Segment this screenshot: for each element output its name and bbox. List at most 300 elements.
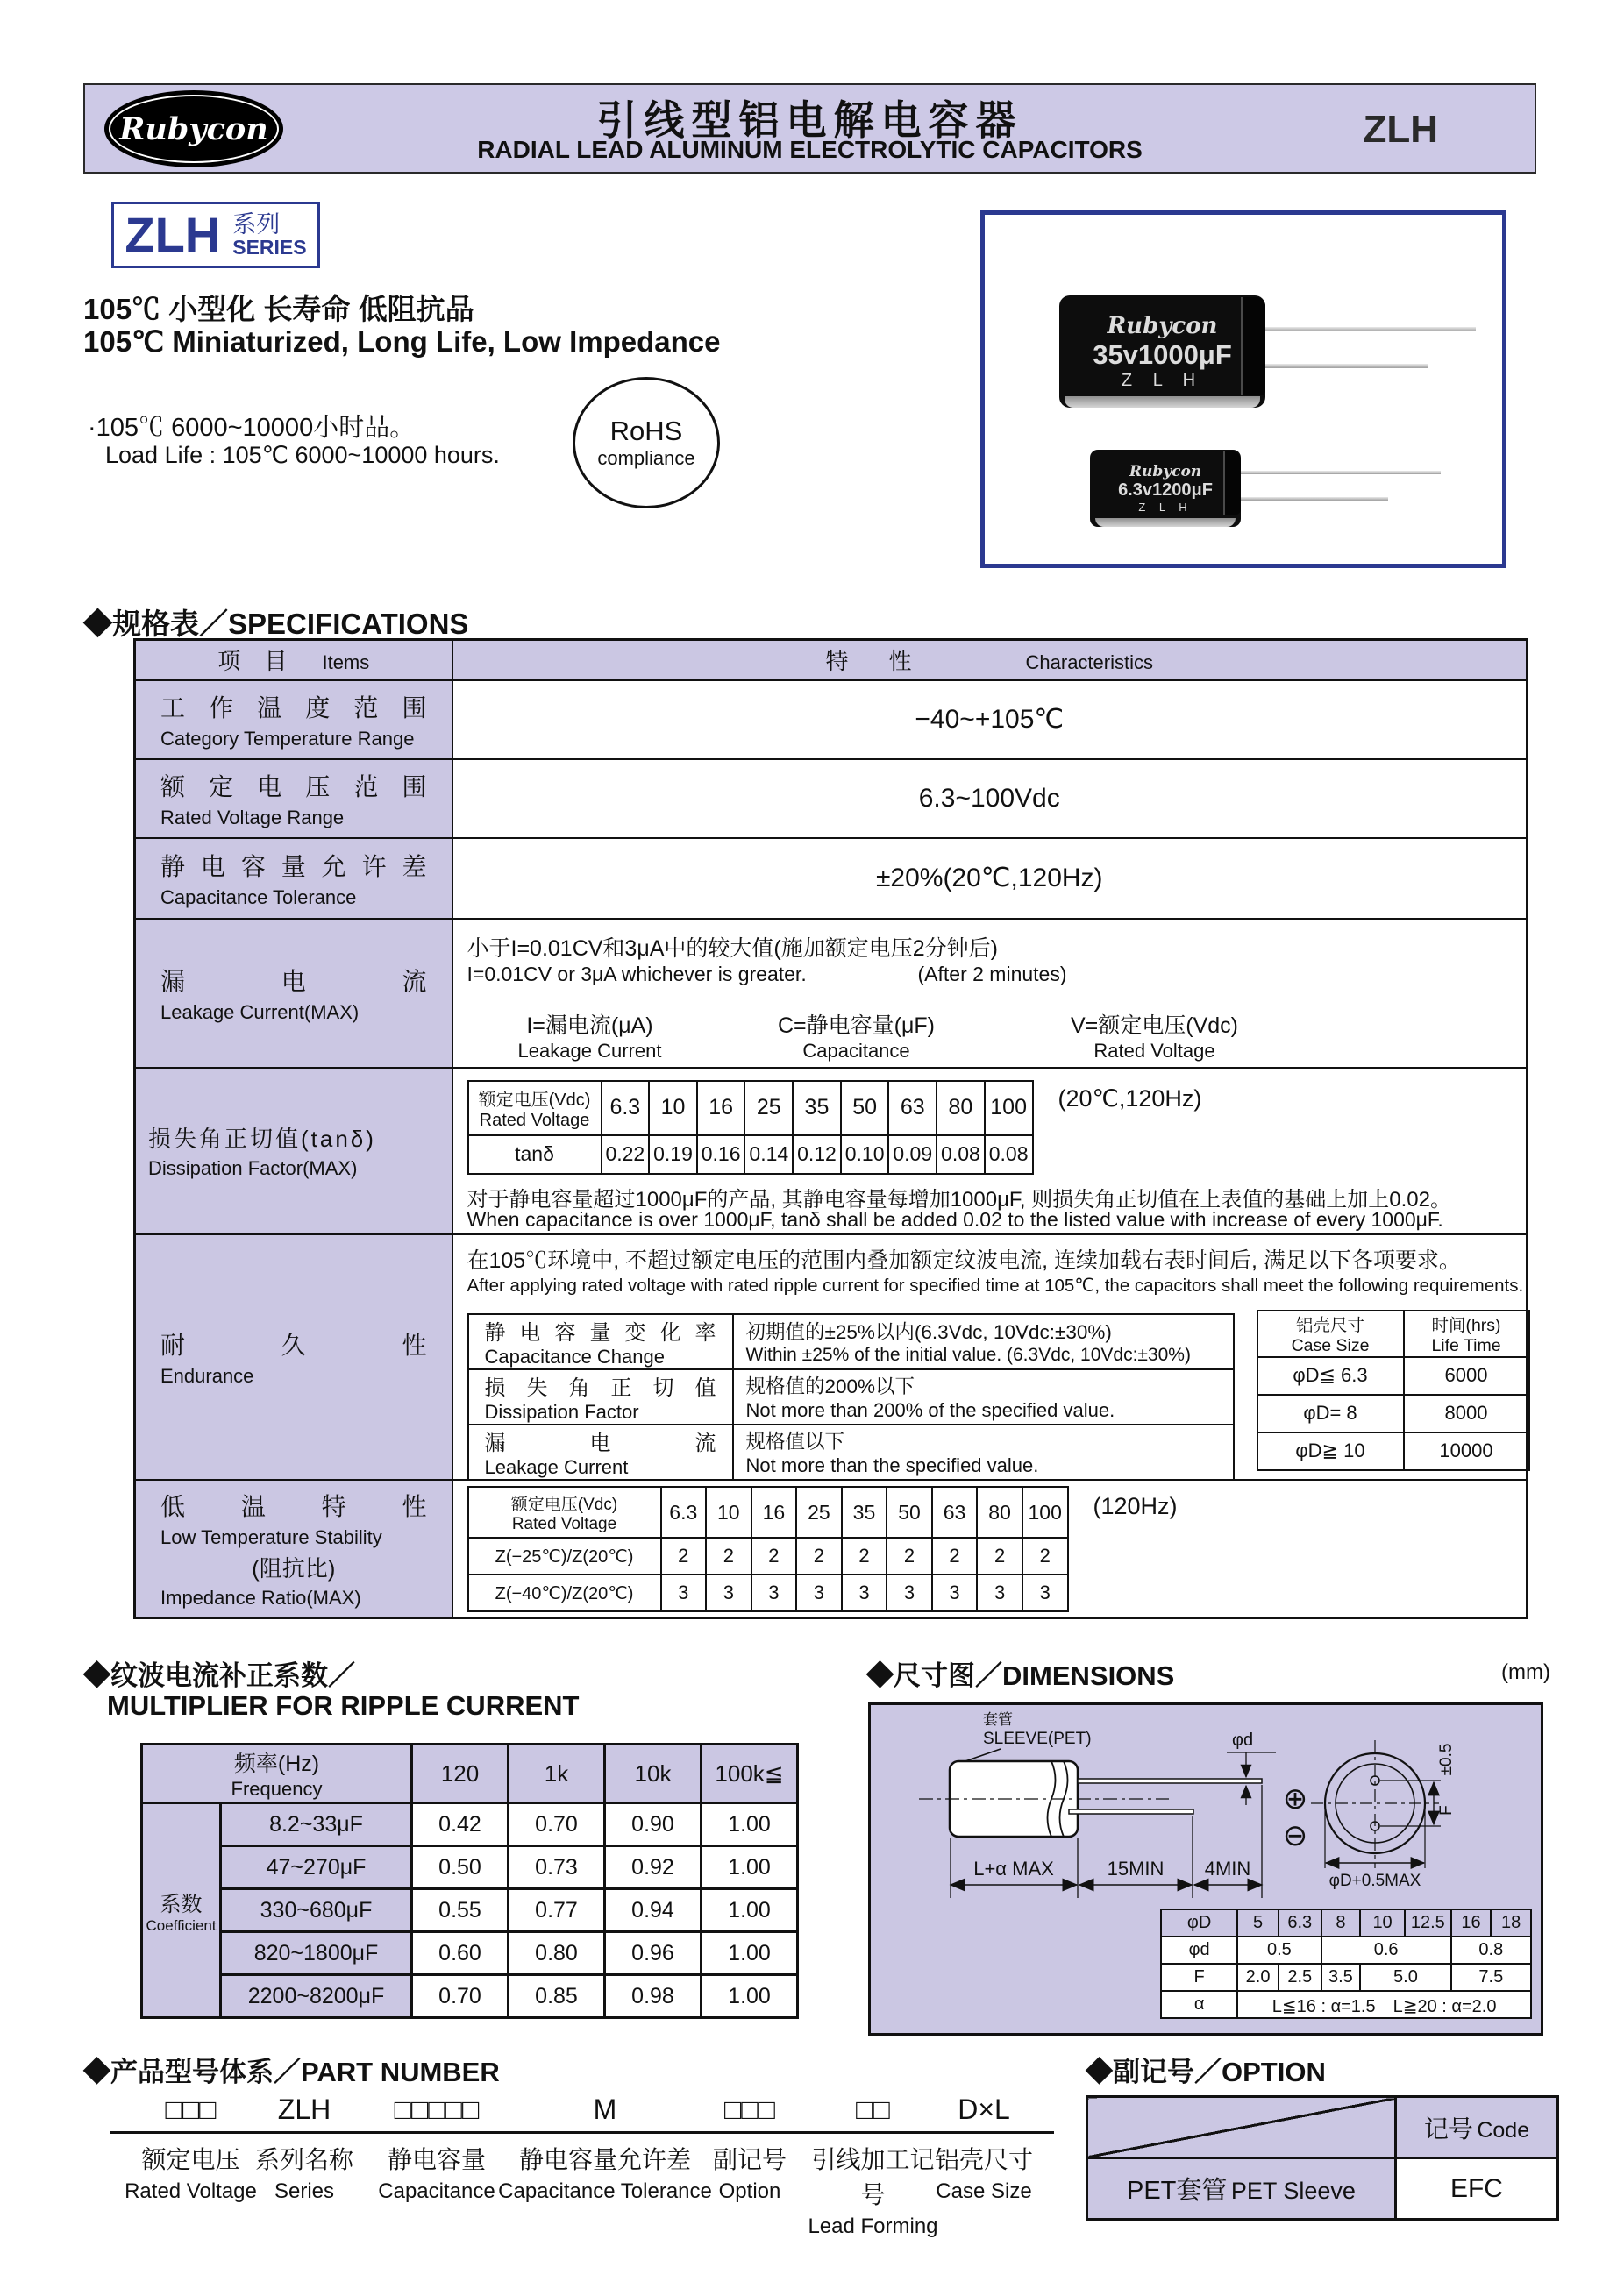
cap-range: 47~270μF xyxy=(221,1846,412,1889)
req-val-en: Not more than 200% of the specified value. xyxy=(745,1399,1115,1421)
table-row xyxy=(1257,1311,1529,1357)
cap-range: 8.2~33μF xyxy=(221,1803,412,1846)
case-size-value: φD= 8 xyxy=(1257,1395,1404,1432)
phiD-value: 6.3 xyxy=(1279,1909,1321,1937)
option-table xyxy=(1086,2095,1559,2221)
col-header-characteristics xyxy=(452,640,1528,680)
phiD-value: 16 xyxy=(1451,1909,1492,1937)
case-diameter-label: φD+0.5MAX xyxy=(1328,1872,1421,1890)
table-row xyxy=(1257,1357,1529,1395)
option-row-label xyxy=(1087,2158,1396,2220)
lead-diameter-label: φd xyxy=(1232,1731,1254,1750)
row-label-temp-range xyxy=(135,680,452,759)
table-row xyxy=(135,1234,1528,1480)
table-row xyxy=(142,1975,798,2018)
multiplier-value: 0.70 xyxy=(509,1803,605,1846)
cap-brand: Rubycon xyxy=(1129,463,1202,480)
freq-col: 10k xyxy=(605,1745,702,1803)
coefficient-cn: 系数 xyxy=(160,1892,203,1916)
req-en: Leakage Current xyxy=(484,1455,629,1478)
leakage-line-cn: 小于I=0.01CV和3μA中的较大值(施加额定电压2分钟后) xyxy=(467,935,998,961)
z40-value: 3 xyxy=(751,1575,797,1611)
req-capacitance-change xyxy=(468,1314,733,1369)
pn-code: □□□ xyxy=(110,2093,272,2134)
pn-label-en: Rated Voltage xyxy=(125,2179,257,2203)
voltage-col: 50 xyxy=(841,1081,889,1135)
phiD-label: φD xyxy=(1161,1909,1237,1937)
series-name: ZLH xyxy=(125,207,221,262)
voltage-col: 10 xyxy=(706,1487,751,1538)
f-value: 7.5 xyxy=(1451,1964,1531,1991)
f-value: 5.0 xyxy=(1360,1964,1450,1991)
multiplier-value: 0.80 xyxy=(509,1932,605,1975)
cap-lead xyxy=(1241,471,1441,474)
pn-code: D×L xyxy=(914,2093,1054,2134)
multiplier-value: 1.00 xyxy=(702,1846,798,1889)
pn-label-en: Case Size xyxy=(936,2179,1032,2203)
table-row xyxy=(1087,2158,1558,2220)
multiplier-value: 0.42 xyxy=(412,1803,509,1846)
z25-value: 2 xyxy=(751,1538,797,1575)
rohs-badge xyxy=(573,377,720,508)
polarity-minus-icon: ⊖ xyxy=(1282,1819,1308,1852)
value-low-temp xyxy=(452,1480,1528,1618)
z40-value: 3 xyxy=(1022,1575,1068,1611)
tand-header xyxy=(468,1081,602,1135)
impedance-condition: (120Hz) xyxy=(1093,1493,1178,1520)
label-cn: 低 温 特 性 xyxy=(160,1492,427,1520)
table-row xyxy=(142,1889,798,1932)
freq-col: 100k≦ xyxy=(702,1745,798,1803)
part-number-heading: ◆产品型号体系／PART NUMBER xyxy=(83,2057,500,2087)
case-size-en: Case Size xyxy=(1291,1335,1370,1355)
endurance-requirements-table xyxy=(467,1313,1235,1481)
req-val-en: Not more than the specified value. xyxy=(745,1454,1039,1476)
voltage-col: 35 xyxy=(793,1081,841,1135)
multiplier-value: 0.90 xyxy=(605,1803,702,1846)
sleeve-label-cn: 套管 xyxy=(983,1711,1013,1728)
life-time-header xyxy=(1404,1311,1529,1357)
impedance-ratio-table xyxy=(467,1486,1069,1612)
req-val-cn: 初期值的±25%以内(6.3Vdc, 10Vdc:±30%) xyxy=(745,1321,1112,1343)
legend-en: Rated Voltage xyxy=(1093,1039,1215,1062)
table-row xyxy=(1161,1991,1531,2018)
multiplier-value: 0.92 xyxy=(605,1846,702,1889)
pn-label-cn: 铝壳尺寸 xyxy=(934,2146,1033,2173)
pn-code: ZLH xyxy=(252,2093,357,2134)
header-band xyxy=(83,83,1536,174)
row-label-low-temp xyxy=(135,1480,452,1618)
leakage-line-en2: (After 2 minutes) xyxy=(917,962,1067,985)
option-heading: ◆副记号／OPTION xyxy=(1086,2057,1326,2087)
table-row xyxy=(1087,2097,1558,2158)
multiplier-value: 0.70 xyxy=(412,1975,509,2018)
label-cn: 漏 电 流 xyxy=(160,967,427,995)
req-cn: 损 失 角 正 切 值 xyxy=(484,1375,716,1400)
table-row xyxy=(1257,1395,1529,1432)
pn-field-series xyxy=(252,2093,357,2204)
lead-bottom xyxy=(1069,1809,1193,1814)
tand-row-label: tanδ xyxy=(468,1135,602,1174)
req-cn: 静 电 容 量 变 化 率 xyxy=(484,1320,716,1345)
req-en: Dissipation Factor xyxy=(484,1400,639,1423)
items-en: Items xyxy=(322,651,370,674)
pn-code: □□□ xyxy=(688,2093,811,2134)
label-en2: Impedance Ratio(MAX) xyxy=(160,1586,361,1609)
table-row xyxy=(468,1425,1234,1480)
row-label-tolerance xyxy=(135,838,452,919)
pn-code: □□□□□ xyxy=(353,2093,520,2134)
col-header-items xyxy=(135,640,452,680)
dimension-table xyxy=(1160,1909,1532,2019)
row-label-leakage xyxy=(135,919,452,1068)
z40-value: 3 xyxy=(977,1575,1022,1611)
capacitor-photo-large xyxy=(1059,295,1265,408)
phiD-value: 8 xyxy=(1321,1909,1361,1937)
z25-value: 2 xyxy=(661,1538,707,1575)
series-label-cn: 系列 xyxy=(232,210,281,238)
ripple-multiplier-table xyxy=(140,1743,799,2019)
coefficient-en: Coefficient xyxy=(146,1916,217,1934)
pn-label-cn: 静电容量 xyxy=(387,2146,486,2173)
pn-label-cn: 额定电压 xyxy=(141,2146,240,2173)
label-cn: 耐 久 性 xyxy=(160,1331,427,1359)
voltage-col: 63 xyxy=(932,1487,978,1538)
table-row xyxy=(135,1068,1528,1234)
coefficient-header xyxy=(142,1803,221,2018)
multiplier-value: 1.00 xyxy=(702,1975,798,2018)
voltage-col: 16 xyxy=(751,1487,797,1538)
voltage-col: 25 xyxy=(796,1487,842,1538)
table-row xyxy=(468,1538,1068,1575)
multiplier-value: 1.00 xyxy=(702,1889,798,1932)
label-cn: 额 定 电 压 范 围 xyxy=(160,772,427,800)
f-value: 3.5 xyxy=(1321,1964,1361,1991)
table-row xyxy=(135,1480,1528,1618)
multiplier-value: 0.96 xyxy=(605,1932,702,1975)
option-label-en: PET Sleeve xyxy=(1230,2178,1356,2204)
label-cn: 静 电 容 量 允 许 差 xyxy=(160,852,427,880)
z40-value: 3 xyxy=(706,1575,751,1611)
freq-col: 120 xyxy=(412,1745,509,1803)
row-label-endurance xyxy=(135,1234,452,1480)
z40-value: 3 xyxy=(796,1575,842,1611)
char-en: Characteristics xyxy=(1025,651,1153,674)
pn-label-cn: 副记号 xyxy=(712,2146,787,2173)
voltage-col: 100 xyxy=(1022,1487,1068,1538)
case-size-value: φD≧ 10 xyxy=(1257,1432,1404,1470)
tand-header-cn: 额定电压(Vdc) xyxy=(478,1090,591,1110)
multiplier-value: 0.50 xyxy=(412,1846,509,1889)
value-rated-voltage: 6.3~100Vdc xyxy=(452,759,1528,838)
impedance-header-en: Rated Voltage xyxy=(511,1514,617,1533)
series-label-en: SERIES xyxy=(232,236,307,259)
pn-field-option xyxy=(688,2093,811,2204)
label-en: Rated Voltage Range xyxy=(160,806,345,828)
endurance-intro-cn: 在105℃环境中, 不超过额定电压的范围内叠加额定纹波电流, 连续加载右表时间后, 满足以下各项要求。 xyxy=(467,1248,1461,1273)
phid-value: 0.5 xyxy=(1237,1937,1321,1964)
life-time-value: 8000 xyxy=(1404,1395,1529,1432)
f-value: 2.0 xyxy=(1237,1964,1279,1991)
value-endurance xyxy=(452,1234,1528,1480)
cap-base xyxy=(1095,518,1236,527)
tand-value: 0.08 xyxy=(985,1135,1033,1174)
feature-line-cn: 105℃ 小型化 长寿命 低阻抗品 xyxy=(83,293,474,325)
pn-label-cn: 系列名称 xyxy=(254,2146,353,2173)
dimensions-diagram xyxy=(868,1702,1543,2036)
req-cn: 漏 电 流 xyxy=(484,1431,716,1455)
pn-label-cn: 引线加工记号 xyxy=(811,2146,935,2208)
tand-value: 0.22 xyxy=(602,1135,650,1174)
pn-code: □□ xyxy=(805,2093,941,2134)
z40-value: 3 xyxy=(932,1575,978,1611)
z25-value: 2 xyxy=(842,1538,887,1575)
pn-label-cn: 静电容量允许差 xyxy=(518,2146,691,2173)
specifications-table xyxy=(133,638,1528,1619)
polarity-plus-icon: ⊕ xyxy=(1282,1782,1308,1816)
legend-cn: C=静电容量(μF) xyxy=(778,1013,935,1038)
load-life-cn: ·105℃ 6000~10000小时品。 xyxy=(88,414,416,442)
legend-cn: V=额定电压(Vdc) xyxy=(1070,1013,1238,1038)
endurance-intro-en: After applying rated voltage with rated ripple current for specified time at 105℃, the capacitors shall meet the following requirements. xyxy=(467,1275,1524,1296)
table-row xyxy=(468,1135,1033,1174)
table-row xyxy=(135,680,1528,759)
phiD-value: 18 xyxy=(1491,1909,1531,1937)
cap-range: 2200~8200μF xyxy=(221,1975,412,2018)
req-val-cn: 规格值以下 xyxy=(745,1431,845,1453)
series-code: ZLH xyxy=(1363,108,1438,151)
label-cn2: (阻抗比) xyxy=(252,1554,336,1582)
pn-field-case-size xyxy=(914,2093,1054,2204)
table-row xyxy=(142,1803,798,1846)
voltage-col: 6.3 xyxy=(602,1081,650,1135)
tand-value: 0.09 xyxy=(888,1135,937,1174)
impedance-header xyxy=(468,1487,661,1538)
z40-value: 3 xyxy=(887,1575,932,1611)
multiplier-value: 0.85 xyxy=(509,1975,605,2018)
case-size-value: φD≦ 6.3 xyxy=(1257,1357,1404,1395)
label-cn: 工 作 温 度 范 围 xyxy=(160,693,427,721)
cap-range: 820~1800μF xyxy=(221,1932,412,1975)
z25-value: 2 xyxy=(977,1538,1022,1575)
pitch-tolerance-label: ±0.5 xyxy=(1437,1743,1456,1776)
req-val-en: Within ±25% of the initial value. (6.3Vdc, 10Vdc:±30%) xyxy=(745,1345,1191,1365)
cap-brand: Rubycon xyxy=(1107,312,1218,339)
legend-en: Capacitance xyxy=(802,1039,910,1062)
series-box xyxy=(111,202,320,268)
code-header-en: Code xyxy=(1477,2117,1530,2143)
voltage-col: 6.3 xyxy=(661,1487,707,1538)
z25-value: 2 xyxy=(706,1538,751,1575)
phid-value: 0.6 xyxy=(1321,1937,1451,1964)
table-row xyxy=(135,919,1528,1068)
tand-value: 0.14 xyxy=(744,1135,793,1174)
voltage-col: 80 xyxy=(977,1487,1022,1538)
row-label-dissipation xyxy=(135,1068,452,1234)
tand-note-en: When capacitance is over 1000μF, tanδ shall be added 0.02 to the listed value with increase of every 1000μF. xyxy=(467,1207,1443,1231)
feature-line-en: 105℃ Miniaturized, Long Life, Low Impedance xyxy=(83,325,721,358)
table-row xyxy=(1257,1432,1529,1470)
table-row xyxy=(468,1575,1068,1611)
items-cn: 项 目 xyxy=(217,648,296,675)
label-en: Endurance xyxy=(160,1364,254,1387)
label-en: Low Temperature Stability xyxy=(160,1525,382,1548)
life-time-value: 10000 xyxy=(1404,1432,1529,1470)
multiplier-value: 0.60 xyxy=(412,1932,509,1975)
rohs-label: RoHS xyxy=(609,416,683,446)
lead-length-label: 15MIN xyxy=(1107,1858,1165,1880)
doc-title-en: RADIAL LEAD ALUMINUM ELECTROLYTIC CAPACITORS xyxy=(477,136,1143,163)
char-cn: 特 性 xyxy=(825,648,921,675)
table-row xyxy=(135,640,1528,680)
doc-title-cn: 引线型铝电解电容器 xyxy=(596,97,1023,143)
table-row xyxy=(468,1314,1234,1369)
cap-series: Z L H xyxy=(1138,501,1193,514)
z25-value: 2 xyxy=(887,1538,932,1575)
tand-condition: (20℃,120Hz) xyxy=(1058,1084,1202,1112)
tand-value: 0.19 xyxy=(649,1135,697,1174)
leakage-legend-c xyxy=(725,1008,988,1063)
dimensions-heading: ◆尺寸图／DIMENSIONS xyxy=(866,1660,1175,1691)
pn-label-en: Option xyxy=(718,2179,781,2203)
tand-value: 0.10 xyxy=(841,1135,889,1174)
value-tolerance: ±20%(20℃,120Hz) xyxy=(452,838,1528,919)
pn-label-en: Capacitance Tolerance xyxy=(498,2179,712,2203)
cap-base xyxy=(1065,396,1260,408)
value-temp-range: −40~+105℃ xyxy=(452,680,1528,759)
table-row xyxy=(468,1081,1033,1135)
option-code-header xyxy=(1395,2097,1557,2158)
table-row xyxy=(468,1487,1068,1538)
cap-rating: 35v1000μF xyxy=(1093,338,1232,370)
z25-label: Z(−25℃)/Z(20℃) xyxy=(468,1538,661,1575)
tand-value: 0.16 xyxy=(697,1135,745,1174)
code-header-cn: 记号 xyxy=(1423,2115,1473,2143)
voltage-col: 16 xyxy=(697,1081,745,1135)
body-length-label: L+α MAX xyxy=(973,1858,1054,1880)
option-code-value: EFC xyxy=(1395,2158,1557,2220)
tand-table xyxy=(467,1080,1034,1175)
legend-en: Leakage Current xyxy=(517,1039,662,1062)
cap-range: 330~680μF xyxy=(221,1889,412,1932)
req-leakage-current xyxy=(468,1425,733,1480)
table-row xyxy=(1161,1964,1531,1991)
table-row xyxy=(142,1745,798,1803)
freq-col: 1k xyxy=(509,1745,605,1803)
voltage-col: 80 xyxy=(937,1081,985,1135)
z25-value: 2 xyxy=(796,1538,842,1575)
pn-label-en: Series xyxy=(274,2179,335,2203)
multiplier-value: 0.55 xyxy=(412,1889,509,1932)
tand-value: 0.12 xyxy=(793,1135,841,1174)
endurance-lifetime-table xyxy=(1257,1310,1530,1471)
leakage-legend-v xyxy=(1015,1008,1295,1063)
table-row xyxy=(1161,1937,1531,1964)
req-dissipation-factor xyxy=(468,1369,733,1425)
phid-value: 0.8 xyxy=(1451,1937,1531,1964)
frequency-cn: 频率(Hz) xyxy=(233,1752,320,1776)
label-en: Capacitance Tolerance xyxy=(160,885,357,908)
phiD-value: 5 xyxy=(1237,1909,1279,1937)
cap-lead xyxy=(1265,364,1428,368)
z25-value: 2 xyxy=(932,1538,978,1575)
multiplier-value: 0.73 xyxy=(509,1846,605,1889)
legend-cn: I=漏电流(μA) xyxy=(526,1013,653,1038)
rohs-compliance-label: compliance xyxy=(597,447,695,469)
z40-value: 3 xyxy=(661,1575,707,1611)
multiplier-value: 0.94 xyxy=(605,1889,702,1932)
alpha-label: α xyxy=(1161,1991,1237,2018)
case-size-header xyxy=(1257,1311,1404,1357)
z40-label: Z(−40℃)/Z(20℃) xyxy=(468,1575,661,1611)
rubycon-logo-text: Rubycon xyxy=(119,110,268,147)
leakage-legend-i xyxy=(467,1008,713,1063)
life-time-en: Life Time xyxy=(1431,1335,1501,1355)
impedance-header-cn: 额定电压(Vdc) xyxy=(510,1495,618,1514)
label-cn: 损失角正切值(tanδ) xyxy=(148,1126,376,1152)
table-row xyxy=(142,1846,798,1889)
table-row xyxy=(1161,1909,1531,1937)
req-capacitance-change-value xyxy=(733,1314,1234,1369)
tand-header-en: Rated Voltage xyxy=(479,1110,590,1130)
option-label-cn: PET套管 xyxy=(1127,2177,1228,2205)
voltage-col: 50 xyxy=(887,1487,932,1538)
multiplier-value: 1.00 xyxy=(702,1803,798,1846)
frequency-en: Frequency xyxy=(231,1778,323,1800)
table-row xyxy=(468,1369,1234,1425)
alpha-value: L≦16 : α=1.5 L≧20 : α=2.0 xyxy=(1237,1991,1531,2018)
option-diagonal-cell xyxy=(1087,2097,1396,2158)
phid-label: φd xyxy=(1161,1937,1237,1964)
pn-label-en: Lead Forming xyxy=(808,2214,938,2238)
f-value: 2.5 xyxy=(1279,1964,1321,1991)
tand-note-cn: 对于静电容量超过1000μF的产品, 其静电容量每增加1000μF, 则损失角正切值在上表值的基础上加上0.02。 xyxy=(467,1187,1451,1212)
lead-top xyxy=(1078,1779,1262,1783)
multiplier-value: 0.98 xyxy=(605,1975,702,2018)
pitch-label: F xyxy=(1437,1805,1456,1816)
label-en: Dissipation Factor(MAX) xyxy=(148,1157,358,1179)
multiplier-value: 0.77 xyxy=(509,1889,605,1932)
tip-length-label: 4MIN xyxy=(1204,1858,1251,1880)
cap-edge xyxy=(1241,297,1265,395)
value-leakage xyxy=(452,919,1528,1068)
product-photo-frame xyxy=(980,210,1506,568)
z25-value: 2 xyxy=(1022,1538,1068,1575)
req-leakage-current-value xyxy=(733,1425,1234,1480)
pn-field-rated-voltage xyxy=(110,2093,272,2204)
label-en: Category Temperature Range xyxy=(160,727,415,750)
load-life-en: Load Life : 105℃ 6000~10000 hours. xyxy=(105,442,500,468)
voltage-col: 100 xyxy=(985,1081,1033,1135)
dimensions-unit: (mm) xyxy=(1501,1660,1550,1684)
frequency-header xyxy=(142,1745,412,1803)
req-dissipation-factor-value xyxy=(733,1369,1234,1425)
cap-lead xyxy=(1241,497,1388,501)
multiplier-value: 1.00 xyxy=(702,1932,798,1975)
table-row xyxy=(142,1932,798,1975)
ripple-heading-en: MULTIPLIER FOR RIPPLE CURRENT xyxy=(107,1690,580,1721)
capacitor-photo-small xyxy=(1090,450,1241,527)
life-time-value: 6000 xyxy=(1404,1357,1529,1395)
voltage-col: 35 xyxy=(842,1487,887,1538)
pn-code: M xyxy=(491,2093,719,2134)
ripple-heading-cn: ◆纹波电流补正系数／ xyxy=(83,1660,355,1691)
cap-edge xyxy=(1223,451,1241,515)
case-size-cn: 铝壳尺寸 xyxy=(1295,1315,1364,1335)
cap-series: Z L H xyxy=(1121,370,1204,390)
tand-value: 0.08 xyxy=(937,1135,985,1174)
value-dissipation xyxy=(452,1068,1528,1234)
